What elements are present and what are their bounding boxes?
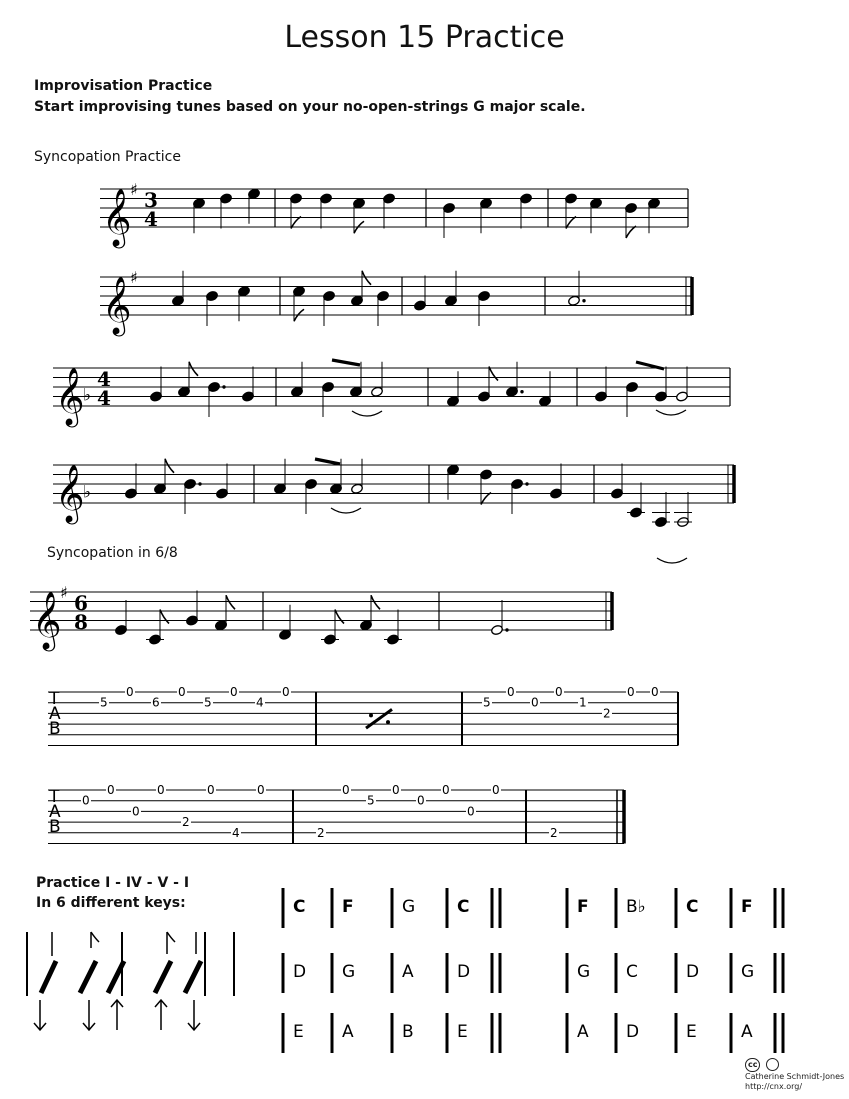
chord-symbol: G bbox=[741, 962, 755, 982]
dot bbox=[222, 385, 225, 388]
treble-clef: 𝄞 bbox=[55, 464, 85, 522]
tie bbox=[352, 411, 382, 416]
dot bbox=[520, 390, 523, 393]
tab-fret: 2 bbox=[550, 825, 558, 840]
tab-fret: 5 bbox=[483, 695, 491, 710]
chord-symbol: A bbox=[577, 1022, 589, 1042]
tab-fret: 0 bbox=[555, 685, 563, 699]
chord-symbol: E bbox=[686, 1022, 697, 1042]
improv-heading: Improvisation Practice bbox=[34, 78, 213, 94]
credit-author: Catherine Schmidt-Jones bbox=[745, 1072, 845, 1081]
tab-fret: 0 bbox=[627, 685, 635, 699]
chord-symbol: A bbox=[342, 1022, 354, 1042]
section-syncopation: Syncopation Practice bbox=[34, 149, 181, 165]
chord-symbol: C bbox=[626, 962, 638, 982]
strum-slash bbox=[41, 961, 56, 993]
tab-fret: 2 bbox=[317, 825, 325, 840]
practice-line-2: In 6 different keys: bbox=[36, 895, 186, 911]
tab-fret: 4 bbox=[256, 695, 264, 710]
tie bbox=[331, 508, 361, 513]
tab-fret: 0 bbox=[107, 783, 115, 797]
strum-slash bbox=[80, 961, 96, 993]
chord-charts bbox=[283, 888, 783, 1053]
tab-fret: 0 bbox=[157, 783, 165, 797]
chord-symbol: B♭ bbox=[626, 897, 646, 917]
chord-symbol: E bbox=[293, 1022, 304, 1042]
person-icon bbox=[766, 1058, 779, 1071]
strum-flag bbox=[91, 932, 99, 942]
dot bbox=[198, 482, 201, 485]
note-flag bbox=[371, 595, 380, 609]
treble-clef: 𝄞 bbox=[102, 276, 132, 334]
note-flag bbox=[626, 226, 636, 238]
time-signature-bottom: 8 bbox=[74, 610, 88, 634]
beam bbox=[332, 360, 360, 365]
tab-letter: A bbox=[49, 802, 61, 822]
chord-symbol: D bbox=[457, 962, 471, 982]
note-flag bbox=[165, 459, 174, 473]
tab-fret: 0 bbox=[207, 783, 215, 797]
chord-symbol: D bbox=[686, 962, 700, 982]
tab-fret: 0 bbox=[282, 685, 290, 699]
chord-symbol: D bbox=[626, 1022, 640, 1042]
staves bbox=[30, 180, 734, 652]
tab-fret: 5 bbox=[100, 695, 108, 710]
improv-text: Start improvising tunes based on your no-open-strings G major scale. bbox=[34, 99, 586, 115]
chord-symbol: C bbox=[686, 897, 699, 917]
note-flag bbox=[189, 362, 198, 376]
page-title: Lesson 15 Practice bbox=[284, 20, 565, 55]
tab-fret: 2 bbox=[603, 706, 611, 721]
tab-fret: 0 bbox=[492, 783, 500, 797]
key-flat: ♭ bbox=[83, 482, 92, 503]
chord-symbol: E bbox=[457, 1022, 468, 1042]
chord-symbol: G bbox=[577, 962, 591, 982]
dot bbox=[505, 628, 508, 631]
credit-url: http://cnx.org/ bbox=[745, 1082, 803, 1091]
key-sharp: ♯ bbox=[60, 583, 68, 602]
tab-fret: 0 bbox=[132, 804, 140, 819]
repeat-slash bbox=[366, 709, 392, 728]
time-signature-top: 6 bbox=[74, 591, 88, 615]
tab-fret: 0 bbox=[467, 804, 475, 819]
note-flag bbox=[489, 367, 498, 381]
chord-symbol: F bbox=[577, 897, 589, 917]
strum-slash bbox=[155, 961, 171, 993]
key-sharp: ♯ bbox=[130, 268, 138, 287]
strum-pattern bbox=[27, 932, 234, 1030]
strum-slash bbox=[185, 961, 201, 993]
tab-letter: T bbox=[49, 689, 60, 709]
note-flag bbox=[160, 610, 169, 624]
tab-fret: 0 bbox=[82, 793, 90, 808]
chord-symbol: F bbox=[741, 897, 753, 917]
time-signature-top: 4 bbox=[97, 367, 111, 391]
tablature bbox=[48, 685, 678, 844]
tab-fret: 4 bbox=[232, 825, 240, 840]
tab-fret: 2 bbox=[182, 815, 190, 830]
chord-symbol: A bbox=[402, 962, 414, 982]
key-sharp: ♯ bbox=[130, 180, 138, 199]
beam bbox=[315, 459, 340, 464]
repeat-dot bbox=[386, 720, 390, 724]
tab-fret: 0 bbox=[651, 685, 659, 699]
tie bbox=[656, 410, 686, 415]
note-flag bbox=[226, 595, 235, 609]
chord-symbol: C bbox=[457, 897, 470, 917]
tie bbox=[657, 558, 687, 563]
key-flat: ♭ bbox=[83, 385, 92, 406]
repeat-dot bbox=[369, 713, 373, 717]
dot bbox=[582, 299, 585, 302]
cc-badge: cc bbox=[745, 1058, 760, 1072]
practice-line-1: Practice I - IV - V - I bbox=[36, 875, 190, 891]
tab-letter: A bbox=[49, 704, 61, 724]
notes bbox=[115, 188, 692, 645]
tab-fret: 0 bbox=[417, 793, 425, 808]
chord-symbol: D bbox=[293, 962, 307, 982]
time-signature-bottom: 4 bbox=[144, 207, 158, 231]
tab-fret: 0 bbox=[392, 783, 400, 797]
note-flag bbox=[335, 610, 344, 624]
tab-fret: 1 bbox=[579, 695, 587, 710]
tab-fret: 0 bbox=[126, 685, 134, 699]
tab-fret: 0 bbox=[531, 695, 539, 710]
tab-fret: 0 bbox=[342, 783, 350, 797]
chord-symbol: F bbox=[342, 897, 354, 917]
tab-fret: 5 bbox=[204, 695, 212, 710]
tab-letter: B bbox=[49, 719, 61, 739]
treble-clef: 𝄞 bbox=[102, 188, 132, 246]
chord-symbol: G bbox=[402, 897, 416, 917]
treble-clef: 𝄞 bbox=[55, 367, 85, 425]
tab-letter: T bbox=[49, 787, 60, 807]
tab-fret: 0 bbox=[230, 685, 238, 699]
tab-letter: B bbox=[49, 817, 61, 837]
dot bbox=[525, 482, 528, 485]
chord-symbol: B bbox=[402, 1022, 414, 1042]
strum-flag bbox=[167, 932, 175, 942]
section-six-eight: Syncopation in 6/8 bbox=[47, 545, 178, 561]
tab-fret: 0 bbox=[442, 783, 450, 797]
tab-fret: 0 bbox=[507, 685, 515, 699]
credit bbox=[745, 1058, 849, 1092]
time-signature-bottom: 4 bbox=[97, 386, 111, 410]
tab-fret: 0 bbox=[257, 783, 265, 797]
tab-fret: 6 bbox=[152, 695, 160, 710]
treble-clef: 𝄞 bbox=[32, 591, 62, 649]
chord-symbol: G bbox=[342, 962, 356, 982]
note-flag bbox=[362, 271, 371, 285]
chord-symbol: C bbox=[293, 897, 306, 917]
time-signature-top: 3 bbox=[144, 188, 158, 212]
chord-symbol: A bbox=[741, 1022, 753, 1042]
tab-fret: 5 bbox=[367, 793, 375, 808]
tab-fret: 0 bbox=[178, 685, 186, 699]
